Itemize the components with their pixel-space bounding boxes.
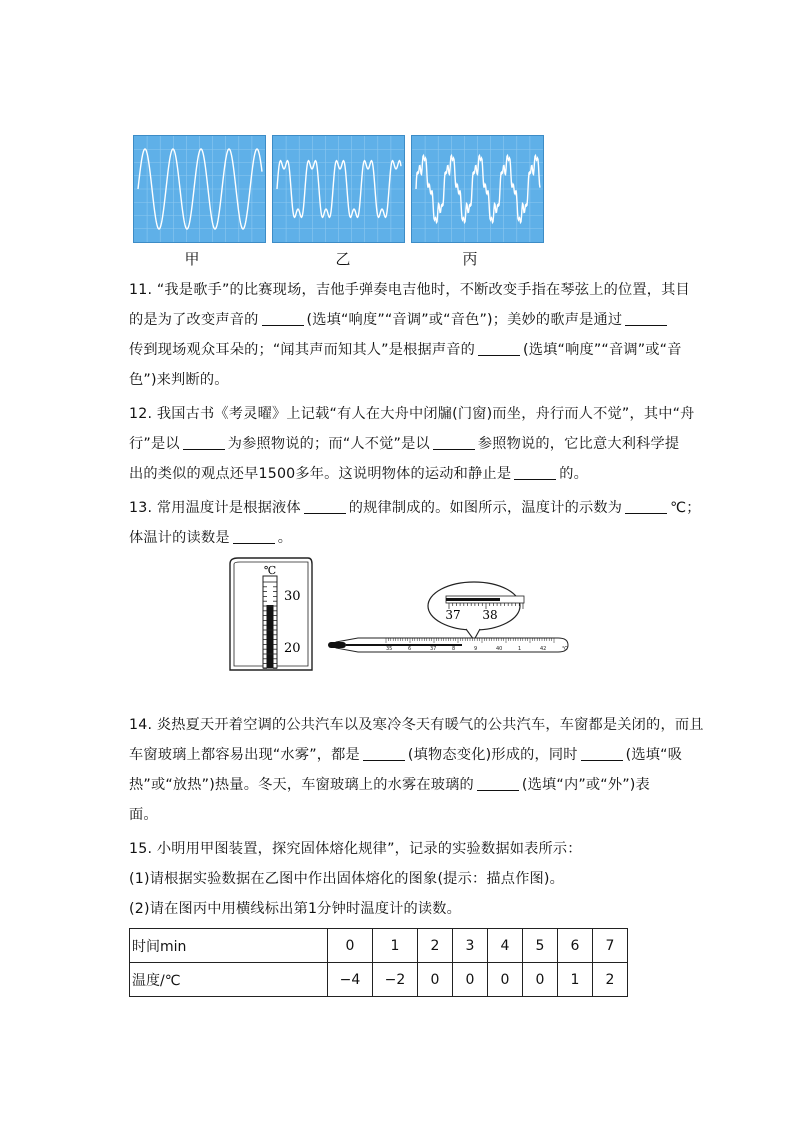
table-cell: 6 <box>558 929 593 963</box>
answer-blank[interactable] <box>478 341 520 356</box>
clinical-tick-label: 37 <box>430 646 437 652</box>
q14-line-3: 热”或“放热”)热量。冬天，车窗玻璃上的水雾在玻璃的 (选填“内”或“外”)表 <box>129 777 650 793</box>
q14-line-4: 面。 <box>129 807 158 823</box>
q15-line-1: 15. 小明用甲图装置，探究固体熔化规律”，记录的实验数据如表所示： <box>129 841 582 857</box>
table-cell: 5 <box>523 929 558 963</box>
thermometer-figure <box>228 556 578 676</box>
clinical-tick-label: 1 <box>518 646 522 652</box>
table-cell: 0 <box>488 963 523 997</box>
q14-line-1: 14. 炎热夏天开着空调的公共汽车以及寒冷冬天有暖气的公共汽车，车窗都是关闭的，而且 <box>129 717 704 733</box>
table-header-temperature: 温度/℃ <box>130 963 328 997</box>
q12-line-3: 出的类似的观点还早1500多年。这说明物体的运动和静止是 的。 <box>129 466 588 482</box>
q15-line-3: (2)请在图丙中用横线标出第1分钟时温度计的读数。 <box>129 901 462 917</box>
q12-line-2: 行”是以 为参照物说的；而“人不觉”是以 参照物说的，它比意大利科学提 <box>129 436 680 452</box>
waveform-figure-yi <box>272 135 405 243</box>
answer-blank[interactable] <box>625 499 667 514</box>
question-15 <box>129 834 695 924</box>
scope-label-yi: 乙 <box>335 250 351 268</box>
table-cell: 0 <box>523 963 558 997</box>
answer-blank[interactable] <box>262 311 304 326</box>
question-14 <box>129 710 704 830</box>
answer-blank[interactable] <box>363 746 405 761</box>
table-cell: −4 <box>328 963 373 997</box>
answer-blank[interactable] <box>514 465 556 480</box>
table-cell: 1 <box>558 963 593 997</box>
table-cell: 0 <box>418 963 453 997</box>
table-row <box>130 929 628 963</box>
thermo-scale-30: 30 <box>284 589 301 604</box>
table-cell: 4 <box>488 929 523 963</box>
answer-blank[interactable] <box>233 529 275 544</box>
q13-line-1: 13. 常用温度计是根据液体 的规律制成的。如图所示，温度计的示数为 ℃； <box>129 500 701 516</box>
scope-label-jia: 甲 <box>184 250 200 268</box>
waveform-figure-bing <box>411 135 544 243</box>
q11-line-2: 的是为了改变声音的 (选填“响度”“音调”或“音色”)；美妙的歌声是通过 <box>129 305 695 335</box>
clinical-tick-label: 8 <box>452 646 456 652</box>
answer-blank[interactable] <box>183 435 225 450</box>
table-cell: 2 <box>593 963 628 997</box>
scope-label-bing: 丙 <box>462 250 478 268</box>
zoom-label-37: 37 <box>445 608 461 622</box>
table-cell: 1 <box>373 929 418 963</box>
q13-line-2: 体温计的读数是 。 <box>129 530 293 546</box>
clinical-tick-label: 42 <box>540 646 547 652</box>
clinical-tick-label: ℃ <box>562 646 568 652</box>
table-cell: 0 <box>328 929 373 963</box>
answer-blank[interactable] <box>477 776 519 791</box>
table-header-time: 时间min <box>130 929 328 963</box>
table-cell: 2 <box>418 929 453 963</box>
q12-line-1: 12. 我国古书《考灵曜》上记载“有人在大舟中闭牖(门窗)而坐，舟行而人不觉”，其中“舟 <box>129 406 695 422</box>
answer-blank[interactable] <box>433 435 475 450</box>
q15-line-2: (1)请根据实验数据在乙图中作出固体熔化的图象(提示：描点作图)。 <box>129 871 565 887</box>
clinical-tick-label: 6 <box>408 646 412 652</box>
table-cell: −2 <box>373 963 418 997</box>
q14-line-2: 车窗玻璃上都容易出现“水雾”，都是 (填物态变化)形成的，同时 (选填“吸 <box>129 747 683 763</box>
thermo-unit: ℃ <box>263 564 277 577</box>
table-row <box>130 963 628 997</box>
clinical-tick-label: 40 <box>496 646 503 652</box>
table-cell: 0 <box>453 963 488 997</box>
answer-blank[interactable] <box>581 746 623 761</box>
q11-line-3: 传到现场观众耳朵的；“闻其声而知其人”是根据声音的 (选填“响度”“音调”或“音 <box>129 342 682 358</box>
clinical-thermometer <box>328 582 568 652</box>
lab-thermometer <box>230 558 312 670</box>
waveform-figure-jia <box>133 135 266 243</box>
clinical-tick-label: 9 <box>474 646 478 652</box>
question-13 <box>129 493 701 553</box>
answer-blank[interactable] <box>304 499 346 514</box>
melting-data-table <box>129 928 628 997</box>
zoom-label-38: 38 <box>482 608 498 622</box>
clinical-tick-label: 35 <box>386 646 393 652</box>
table-cell: 3 <box>453 929 488 963</box>
question-12 <box>129 399 695 489</box>
question-11 <box>129 275 695 395</box>
thermo-scale-20: 20 <box>284 641 301 656</box>
table-cell: 7 <box>593 929 628 963</box>
answer-blank[interactable] <box>625 311 667 326</box>
q11-line-1: 11. “我是歌手”的比赛现场，吉他手弹奏电吉他时，不断改变手指在琴弦上的位置，其目 <box>129 282 690 298</box>
q11-line-4: 色”)来判断的。 <box>129 372 229 388</box>
